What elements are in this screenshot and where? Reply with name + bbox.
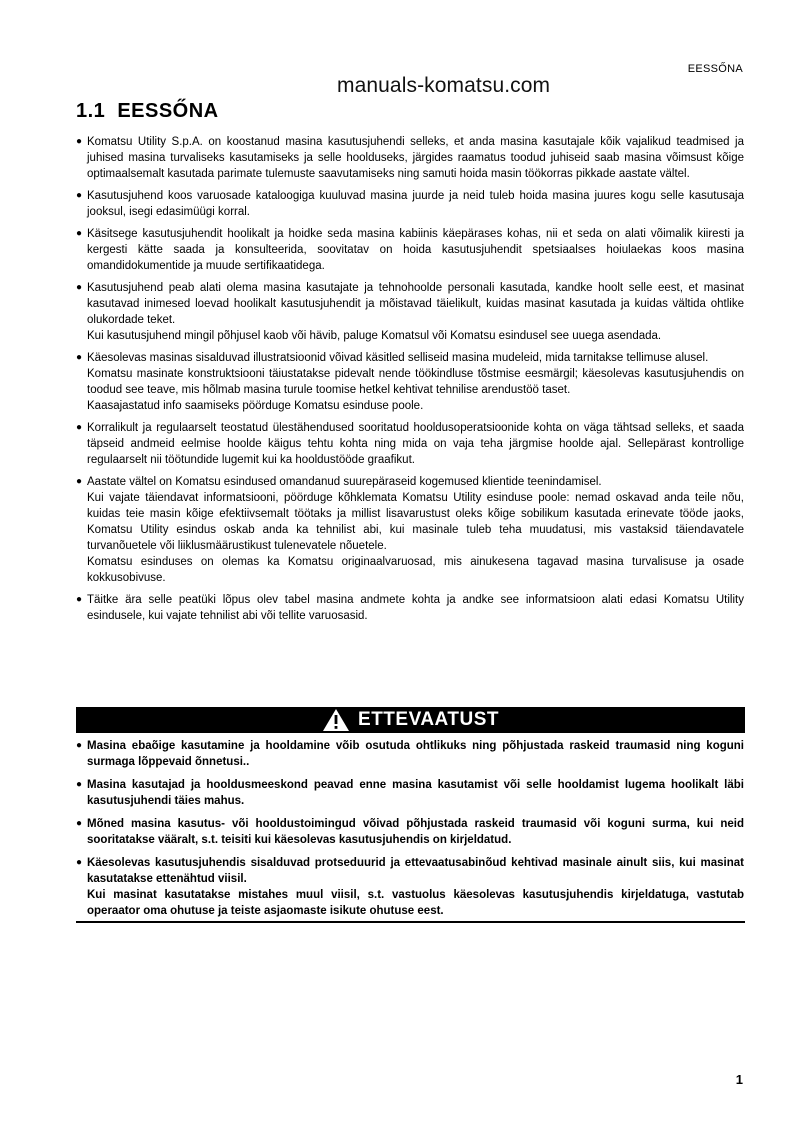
bullet-icon: ● bbox=[76, 190, 83, 201]
warning-item bbox=[76, 816, 744, 848]
list-item-text: Käsitsege kasutusjuhendit hoolikalt ja hoidke seda masina kabiinis käepärases kohas, nii et seda on alati võimalik kiiresti ja kergesti kätte saada ja konsulteerida, soovitatav on hoida kasutusjuhendit spetsiaalses hoiulaekas koos masina omandidokumentide ja muude sertifikaatidega. bbox=[87, 228, 744, 272]
list-item-text: Komatsu masinate konstruktsiooni täiustatakse pidevalt nende töökindluse tõstmise eesmärgil; käesolevas kasutusjuhendis on toodud see teave, mis hõlmab masina turule toomise hetkel kehtivat tehnilise arendustöö taset. bbox=[87, 368, 744, 396]
warning-item bbox=[76, 738, 744, 770]
bullet-icon: ● bbox=[76, 818, 83, 829]
list-item bbox=[76, 474, 744, 586]
list-item-text: Käesolevas masinas sisalduvad illustratsioonid võivad käsitled selliseid masina mudeleid, mida tarnitakse tellimuse alusel. bbox=[87, 352, 709, 364]
section-title bbox=[76, 100, 219, 123]
list-item-text: Kui kasutusjuhend mingil põhjusel kaob või hävib, paluge Komatsul või Komatsu esindusel see uuega asendada. bbox=[87, 330, 662, 342]
bullet-icon: ● bbox=[76, 779, 83, 790]
warning-item-text: Masina ebaõige kasutamine ja hooldamine võib osutuda ohtlikuks ning põhjustada raskeid traumasid ning koguni surmaga lõppevaid õnnetusi.. bbox=[87, 740, 744, 768]
list-item-text: Komatsu Utility S.p.A. on koostanud masina kasutusjuhendi selleks, et anda masina kasutajale kõik vajalikud teadmised ja juhised masina turvaliseks kasutamiseks ja selle hoolduseks, järgides raamatus toodud juhiseid saab masina võimsust kõige optimaalsemalt kasutada parimate tulemuste saavutamiseks ning samuti hoida masin töökorras pikkade aastate vältel. bbox=[87, 136, 744, 180]
bullet-icon: ● bbox=[76, 422, 83, 433]
list-item bbox=[76, 134, 744, 182]
warning-item-text: Kui masinat kasutatakse mistahes muul viisil, s.t. vastuolus käesolevas kasutusjuhendis kirjeldatuga, vastutab operaator oma ohutuse ja teiste asjaomaste isikute ohutuse eest. bbox=[87, 889, 744, 917]
list-item-text: Kui vajate täiendavat informatsiooni, pöörduge kõhklemata Komatsu Utility esinduse poole: nemad oskavad anda teile nõu, kuidas teie masin kõige efektiivsemalt töötaks ja millist lisavarustust oleks kõige sobilikum kasutada erinevate tööde jaoks, Komatsu Utility esindus oskab anda ka tehnilist abi, kui masinale tuleb teha muudatusi, mis vastaksid täiendavatele turvanõuetele või liiklusmäärustikust tulenevatele nõuetele. bbox=[87, 492, 744, 552]
running-header: EESSŐNA bbox=[687, 63, 743, 75]
list-item-text: Kasutusjuhend koos varuosade kataloogiga kuuluvad masina juurde ja neid tuleb hoida masina juures kogu selle kasutusaja jooksul, isegi edasimüügi korral. bbox=[87, 190, 744, 218]
page-number: 1 bbox=[735, 1072, 743, 1087]
warning-bottom-rule bbox=[76, 921, 745, 923]
list-item bbox=[76, 350, 744, 414]
watermark-text: manuals-komatsu.com bbox=[337, 74, 551, 97]
warning-item-text: Mõned masina kasutus- või hooldustoimingud võivad põhjustada raskeid traumasid või koguni surma, kui neid sooritatakse vääralt, s.t. teisiti kui käesolevas kasutusjuhendis on kirjeldatud. bbox=[87, 818, 744, 846]
list-item-text: Täitke ära selle peatüki lõpus olev tabel masina andmete kohta ja andke see informatsioon alati edasi Komatsu Utility esindusele, kui vajate tehnilist abi või tellite varuosasid. bbox=[87, 594, 744, 622]
warning-item-text: Käesolevas kasutusjuhendis sisalduvad protseduurid ja ettevaatusabinõud kehtivad masinale ainult siis, kui masinat kasutatakse ettenähtud viisil. bbox=[87, 857, 744, 885]
section-number: 1.1 bbox=[76, 100, 106, 122]
section-title-text: EESSŐNA bbox=[117, 100, 219, 122]
list-item-text: Komatsu esinduses on olemas ka Komatsu originaalvaruosad, mis ainukesena tagavad masina turvalisuse ja osade kokkusobivuse. bbox=[87, 556, 744, 584]
list-item-text: Kaasajastatud info saamiseks pöörduge Komatsu esinduse poole. bbox=[87, 400, 424, 412]
list-item bbox=[76, 226, 744, 274]
bullet-icon: ● bbox=[76, 282, 83, 293]
bullet-icon: ● bbox=[76, 136, 83, 147]
bullet-icon: ● bbox=[76, 476, 83, 487]
warning-title: ETTEVAATUST bbox=[358, 709, 499, 730]
list-item-text: Kasutusjuhend peab alati olema masina kasutajate ja tehnohoolde personali kasutada, kandke hoolt selle eest, et masinat kasutavad inimesed loevad hoolikalt kasutusjuhendit ja mõistavad täielikult, kuidas masinat kasutada ja kuidas vältida ohtlike olukordade teket. bbox=[87, 282, 744, 326]
list-item bbox=[76, 592, 744, 624]
bullet-icon: ● bbox=[76, 352, 83, 363]
bullet-icon: ● bbox=[76, 857, 83, 868]
list-item bbox=[76, 188, 744, 220]
warning-list bbox=[76, 738, 744, 926]
warning-item bbox=[76, 855, 744, 919]
list-item-text: Aastate vältel on Komatsu esindused omandanud suurepäraseid kogemused klientide teenindamisel. bbox=[87, 476, 602, 488]
warning-item-text: Masina kasutajad ja hooldusmeeskond peavad enne masina kasutamist või selle hooldamist lugema hoolikalt läbi kasutusjuhendi täies mahus. bbox=[87, 779, 744, 807]
warning-banner bbox=[76, 707, 745, 733]
bullet-icon: ● bbox=[76, 740, 83, 751]
intro-list bbox=[76, 134, 744, 630]
bullet-icon: ● bbox=[76, 594, 83, 605]
warning-item bbox=[76, 777, 744, 809]
list-item bbox=[76, 420, 744, 468]
bullet-icon: ● bbox=[76, 228, 83, 239]
list-item-text: Korralikult ja regulaarselt teostatud ülestähendused sooritatud hooldusoperatsioonide kohta on väga tähtsad selleks, et saada täpseid andmeid eelmise hoolde käigus tehtu kohta ning mida on vaja teha järgmise hoolde ajal. Sellepärast kontrollige regulaarselt nii töötundide lugemit kui ka hooldustööde graafikut. bbox=[87, 422, 744, 466]
warning-triangle-icon bbox=[322, 708, 350, 732]
list-item bbox=[76, 280, 744, 344]
